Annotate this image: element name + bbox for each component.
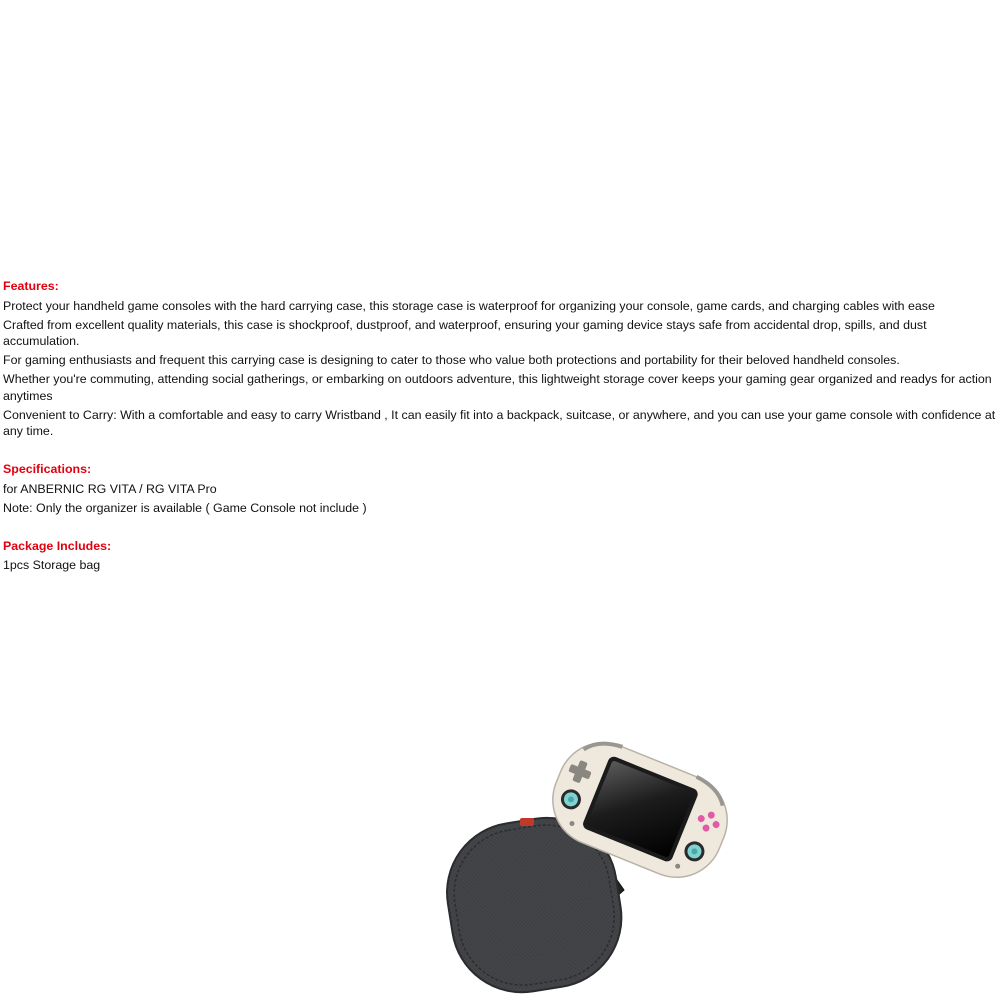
feature-item: Protect your handheld game consoles with the hard carrying case, this storage case is waterproof for organizing your console, game cards, and charging cables with ease: [3, 298, 935, 313]
feature-item: Crafted from excellent quality materials, this case is shockproof, dustproof, and waterproof, ensuring your gaming device stays safe from accidental drop, spills, and dust accumulation.: [3, 317, 927, 348]
features-heading: Features:: [3, 279, 59, 293]
package-item: 1pcs Storage bag: [3, 558, 101, 572]
section-spacer: [3, 442, 999, 461]
specifications-heading: Specifications:: [3, 462, 92, 476]
product-description: [3, 278, 999, 576]
feature-item: Whether you're commuting, attending social gatherings, or embarking on outdoors adventure, this lightweight storage cover keeps your gaming gear organized and readys for action anytimes: [3, 372, 992, 403]
feature-item: Convenient to Carry: With a comfortable and easy to carry Wristband , It can easily fit into a backpack, suitcase, or anywhere, and you can use your game console with confidence at any time.: [3, 407, 996, 438]
spec-item: Note: Only the organizer is available ( Game Console not include ): [3, 500, 367, 515]
package-heading: Package Includes:: [3, 538, 112, 553]
feature-item: For gaming enthusiasts and frequent this carrying case is designing to cater to those who value both protections and portability for their beloved handheld consoles.: [3, 353, 900, 367]
section-spacer: [3, 519, 999, 538]
product-image: [440, 730, 730, 995]
spec-item: for ANBERNIC RG VITA / RG VITA Pro: [3, 481, 217, 496]
